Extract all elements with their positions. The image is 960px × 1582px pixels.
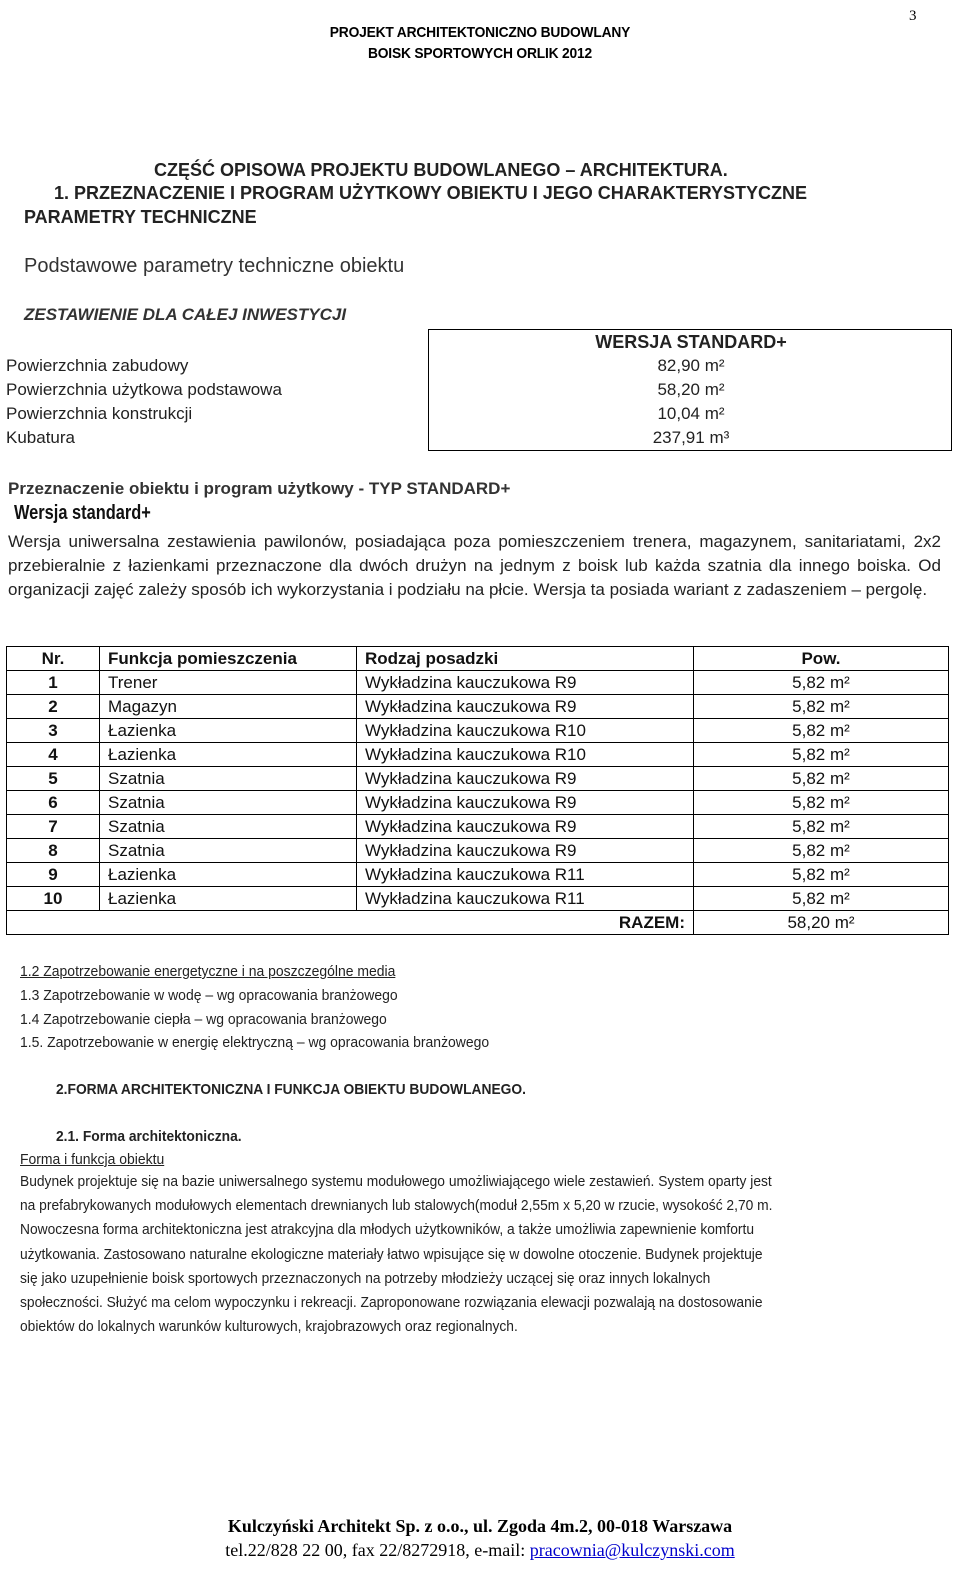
param-value: 237,91 m³	[429, 426, 952, 451]
room-number: 5	[7, 767, 100, 791]
form-subtitle: Forma i funkcja obiektu	[20, 1151, 165, 1168]
requirement-water: 1.3 Zapotrzebowanie w wodę – wg opracowania branżowego	[20, 987, 398, 1004]
requirement-electricity: 1.5. Zapotrzebowanie w energię elektryczną – wg opracowania branżowego	[20, 1034, 490, 1051]
total-label: RAZEM:	[7, 911, 694, 935]
body-line: na prefabrykowanych modułowych elementach drewnianych lub stalowych(moduł 2,55m x 5,20 w rzucie, wysokość 2,70 m.	[20, 1197, 773, 1215]
room-function: Łazienka	[100, 719, 357, 743]
param-label: Powierzchnia konstrukcji	[6, 404, 193, 423]
param-value: 58,20 m²	[429, 378, 952, 402]
room-floor: Wykładzina kauczukowa R9	[357, 791, 694, 815]
room-area: 5,82 m²	[694, 839, 949, 863]
section1-title: 1. PRZEZNACZENIE I PROGRAM UŻYTKOWY OBIEKTU I JEGO CHARAKTERYSTYCZNE	[54, 183, 808, 203]
room-floor: Wykładzina kauczukowa R11	[357, 887, 694, 911]
parameters-table	[4, 329, 952, 451]
requirement-heat: 1.4 Zapotrzebowanie ciepła – wg opracowania branżowego	[20, 1011, 387, 1028]
form-body-text	[20, 1170, 960, 1339]
body-line: Nowoczesna forma architektoniczna jest atrakcyjna dla młodych użytkowników, a także umożliwia zapewnienie komfortu	[20, 1221, 755, 1239]
room-function: Łazienka	[100, 863, 357, 887]
room-number: 10	[7, 887, 100, 911]
room-floor: Wykładzina kauczukowa R9	[357, 839, 694, 863]
param-value: 10,04 m²	[429, 402, 952, 426]
room-area: 5,82 m²	[694, 719, 949, 743]
program-title: Przeznaczenie obiektu i program użytkowy - TYP STANDARD+	[8, 479, 511, 498]
room-number: 3	[7, 719, 100, 743]
room-function: Trener	[100, 671, 357, 695]
footer-email-link[interactable]: pracownia@kulczynski.com	[529, 1540, 735, 1560]
version-header: WERSJA STANDARD+	[429, 330, 952, 355]
param-label: Powierzchnia użytkowa podstawowa	[6, 380, 282, 399]
table-row	[7, 695, 949, 719]
room-number: 1	[7, 671, 100, 695]
body-line: Budynek projektuje się na bazie uniwersalnego systemu modułowego umożliwiającego wiele zestawień. System oparty jest	[20, 1173, 772, 1190]
room-floor: Wykładzina kauczukowa R9	[357, 767, 694, 791]
page-number: 3	[909, 8, 917, 24]
footer-company: Kulczyński Architekt Sp. z o.o., ul. Zgoda 4m.2, 00-018 Warszawa	[227, 1516, 733, 1536]
room-area: 5,82 m²	[694, 887, 949, 911]
room-function: Szatnia	[100, 839, 357, 863]
room-number: 7	[7, 815, 100, 839]
room-number: 2	[7, 695, 100, 719]
room-function: Szatnia	[100, 815, 357, 839]
requirement-energy: 1.2 Zapotrzebowanie energetyczne i na poszczególne media	[20, 963, 396, 980]
header-line-1: PROJEKT ARCHITEKTONICZNO BUDOWLANY	[329, 24, 631, 41]
col-header-function: Funkcja pomieszczenia	[100, 647, 357, 671]
table-row	[7, 767, 949, 791]
table-row	[7, 863, 949, 887]
room-floor: Wykładzina kauczukowa R9	[357, 695, 694, 719]
room-function: Szatnia	[100, 767, 357, 791]
footer-contact	[0, 1540, 960, 1561]
body-line: użytkowania. Zastosowano naturalne ekologiczne materiały łatwo wpisujące się w dowolne otoczenie. Budynek projektuje	[20, 1245, 763, 1263]
room-number: 6	[7, 791, 100, 815]
total-row	[7, 911, 949, 935]
room-function: Szatnia	[100, 791, 357, 815]
room-function: Łazienka	[100, 743, 357, 767]
section1-title-cont: PARAMETRY TECHNICZNE	[24, 207, 257, 227]
body-line: obiektów do lokalnych warunków kulturowych, krajobrazowych oraz regionalnych.	[20, 1318, 518, 1336]
param-label: Kubatura	[6, 428, 75, 448]
room-function: Magazyn	[100, 695, 357, 719]
investment-title: ZESTAWIENIE DLA CAŁEJ INWESTYCJI	[24, 305, 347, 324]
room-area: 5,82 m²	[694, 767, 949, 791]
room-area: 5,82 m²	[694, 671, 949, 695]
subtitle: Podstawowe parametry techniczne obiektu	[24, 255, 405, 277]
room-floor: Wykładzina kauczukowa R11	[357, 863, 694, 887]
room-area: 5,82 m²	[694, 863, 949, 887]
room-number: 4	[7, 743, 100, 767]
col-header-floor: Rodzaj posadzki	[357, 647, 694, 671]
table-row	[7, 887, 949, 911]
room-area: 5,82 m²	[694, 743, 949, 767]
description-paragraph: Wersja uniwersalna zestawienia pawilonów, posiadająca poza pomieszczeniem trenera, magazynem, sanitariatami, 2x2 przebieralnie z łazienkami przeznaczone dla dwóch drużyn na jednym z boisk lub każda szatnia dla innego boiska. Od organizacji zajęć zależy sposób ich wykorzystania i podziału na płcie. Wersja ta posiada wariant z zadaszeniem – pergolę.	[8, 532, 941, 599]
room-floor: Wykładzina kauczukowa R9	[357, 671, 694, 695]
total-value: 58,20 m²	[694, 911, 949, 935]
main-title: CZĘŚĆ OPISOWA PROJEKTU BUDOWLANEGO – ARCHITEKTURA.	[154, 160, 728, 180]
footer-phone-fax: tel.22/828 22 00, fax 22/8272918, e-mail:	[225, 1540, 530, 1560]
room-area: 5,82 m²	[694, 791, 949, 815]
table-row	[7, 671, 949, 695]
room-area: 5,82 m²	[694, 815, 949, 839]
body-line: się jako uzupełnienie boisk sportowych przeznaczonych na potrzeby młodzieży uczącej się oraz innych lokalnych	[20, 1269, 711, 1287]
col-header-nr: Nr.	[7, 647, 100, 671]
table-row	[7, 719, 949, 743]
param-value: 82,90 m²	[429, 354, 952, 378]
room-number: 8	[7, 839, 100, 863]
header-line-2: BOISK SPORTOWYCH ORLIK 2012	[367, 45, 593, 62]
section2-title: 2.FORMA ARCHITEKTONICZNA I FUNKCJA OBIEKTU BUDOWLANEGO.	[56, 1081, 526, 1098]
room-floor: Wykładzina kauczukowa R9	[357, 815, 694, 839]
table-row	[7, 791, 949, 815]
rooms-table	[6, 646, 949, 935]
room-floor: Wykładzina kauczukowa R10	[357, 719, 694, 743]
body-line: społeczności. Służyć ma celom wypoczynku i rekreacji. Zaproponowane rozwiązania elewacji pozwalają na dostosowanie	[20, 1294, 763, 1312]
room-number: 9	[7, 863, 100, 887]
section21-title: 2.1. Forma architektoniczna.	[56, 1128, 242, 1145]
room-floor: Wykładzina kauczukowa R10	[357, 743, 694, 767]
table-row	[7, 839, 949, 863]
room-function: Łazienka	[100, 887, 357, 911]
table-row	[7, 815, 949, 839]
version-title: Wersja standard+	[14, 502, 151, 524]
param-label: Powierzchnia zabudowy	[6, 356, 189, 375]
table-row	[7, 743, 949, 767]
room-area: 5,82 m²	[694, 695, 949, 719]
col-header-area: Pow.	[694, 647, 949, 671]
